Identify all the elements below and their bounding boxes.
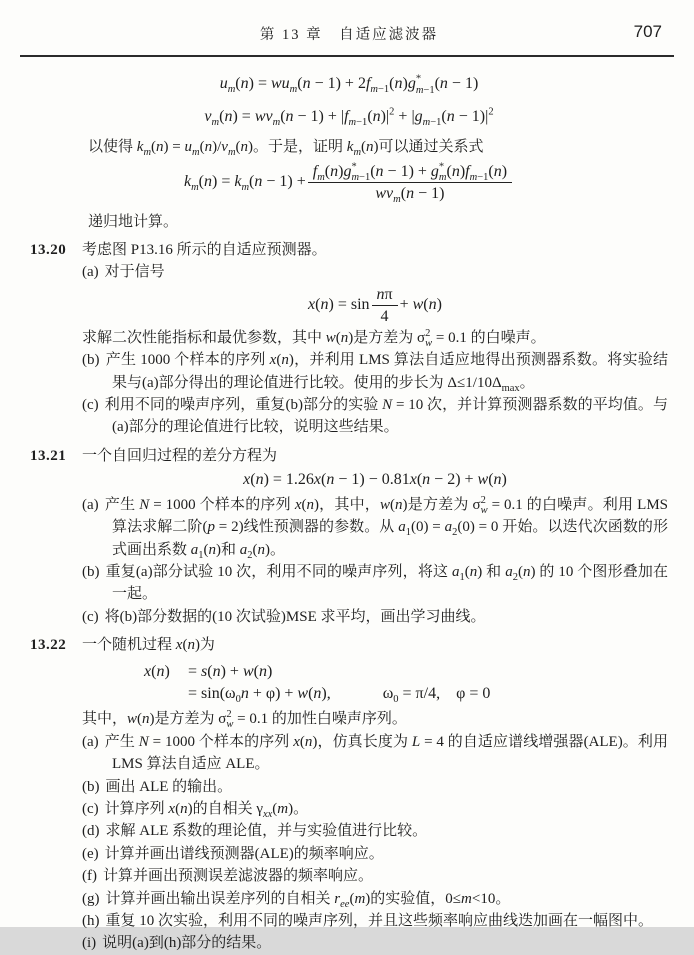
problem-13-22 bbox=[30, 634, 668, 955]
item-marker: (g) bbox=[82, 890, 100, 907]
item-marker: (i) bbox=[82, 935, 97, 952]
problem-13-20 bbox=[30, 239, 668, 439]
problem-13-21-intro: 一个自回归过程的差分方程为 bbox=[82, 447, 278, 464]
item-text: 计算并画出输出误差序列的自相关 $r_{ee}(m)$的实验值，0≤m<10。 bbox=[105, 890, 511, 910]
problem-13-20-solve-text: 求解二次性能指标和最优参数，其中 w(n)是方差为 $\sigma^2_w = 0.1$ 的白噪声。 bbox=[82, 327, 546, 349]
problem-13-20-item-c bbox=[82, 394, 668, 439]
equation-lhs: x(n) bbox=[144, 662, 170, 680]
equation-xn-rhs: + w(n) bbox=[399, 296, 442, 314]
item-text: 重复 10 次实验，利用不同的噪声序列，并且这些频率响应曲线迭加画在一幅图中。 bbox=[105, 913, 654, 929]
problem-13-22-item-b bbox=[82, 776, 668, 798]
problem-13-22-where-text: 其中，w(n)是方差为 $\sigma^2_w = 0.1$ 的加性白噪声序列。 bbox=[82, 709, 407, 731]
paragraph-recursive: 递归地计算。 bbox=[88, 213, 179, 230]
item-marker: (h) bbox=[82, 913, 100, 929]
problem-13-22-number: 13.22 bbox=[30, 637, 67, 654]
problem-13-20-body bbox=[82, 239, 668, 439]
equation-row-2 bbox=[144, 683, 668, 705]
problem-13-21-body bbox=[82, 445, 668, 628]
problem-13-22-item-f bbox=[82, 865, 668, 887]
equation-xn-denominator: 4 bbox=[372, 305, 398, 326]
problem-13-21-number: 13.21 bbox=[30, 447, 67, 464]
problem-13-22-item-a bbox=[82, 731, 668, 776]
problem-13-21-item-a bbox=[82, 494, 668, 561]
equation-xn-lhs: x(n) = sin bbox=[308, 296, 370, 314]
item-text: 计算并画出预测误差滤波器的频率响应。 bbox=[103, 868, 374, 885]
item-text: 利用不同的噪声序列，重复(b)部分的实验 N = 10 次，并计算预测器系数的平均值。与(a)部分的理论值进行比较，说明这些结果。 bbox=[104, 397, 668, 436]
equation-km-denominator: $wv_m(n - 1)$ bbox=[308, 182, 512, 203]
equation-xn-sin bbox=[82, 285, 668, 326]
problem-13-22-item-i bbox=[82, 932, 668, 954]
problem-13-20-number: 13.20 bbox=[30, 242, 67, 259]
item-text: 画出 ALE 的输出。 bbox=[105, 778, 233, 795]
item-marker: (c) bbox=[82, 608, 99, 625]
item-text: 说明(a)到(h)部分的结果。 bbox=[102, 935, 272, 952]
equation-rhs-2: = $\sin(\omega_0n + \varphi) + w(n)$, bbox=[188, 684, 331, 706]
chapter-title: 第 13 章 自适应滤波器 bbox=[259, 27, 439, 43]
equation-rhs-1: = s(n) + w(n) bbox=[188, 662, 273, 680]
item-marker: (c) bbox=[82, 397, 99, 414]
equation-km-fraction bbox=[308, 162, 512, 203]
equation-um: $u_m(n) = wu_m(n - 1) + 2f_{m-1}(n)g^*_{m-1}(n - 1)$ bbox=[219, 74, 479, 96]
item-marker: (b) bbox=[82, 352, 100, 369]
problem-13-20-item-b bbox=[82, 349, 668, 394]
problem-13-22-intro: 一个随机过程 x(n)为 bbox=[82, 637, 215, 654]
item-marker: (a) bbox=[82, 264, 99, 281]
item-text: 产生 N = 1000 个样本的序列 x(n)，仿真长度为 L = 4 的自适应谱线增强器(ALE)。利用 LMS 算法自适应 ALE。 bbox=[104, 733, 668, 773]
item-marker: (a) bbox=[82, 733, 99, 750]
equation-ar-process: x(n) = 1.26x(n − 1) − 0.81x(n − 2) + w(n) bbox=[243, 471, 507, 489]
item-marker: (b) bbox=[82, 778, 100, 795]
item-text: 计算并画出谱线预测器(ALE)的频率响应。 bbox=[104, 845, 384, 862]
problem-13-20-intro: 考虑图 P13.16 所示的自适应预测器。 bbox=[82, 242, 327, 259]
item-marker: (b) bbox=[82, 563, 100, 580]
equation-conditions: $\omega_0 = \pi/4$, φ = 0 bbox=[382, 684, 491, 706]
paragraph-km-intro: 以使得 $k_m(n) = u_m(n)/v_m(n)$。于是，证明 $k_m(n)$可以通过关系式 bbox=[88, 139, 484, 159]
problem-13-21 bbox=[30, 445, 668, 628]
header-rule bbox=[20, 55, 674, 57]
item-text: 产生 N = 1000 个样本的序列 x(n)，其中，w(n)是方差为 $\sigma^2_w = 0.1$ 的白噪声。利用 LMS 算法求解二阶(p = 2)线性预测器的参数。从 $a_1(0) = a_2(0) = 0$ 开始。以迭代次函数的形式画出系数 $a_1(n)$和 $a_2(n)$。 bbox=[104, 494, 669, 561]
problem-13-22-item-c bbox=[82, 798, 668, 820]
problem-13-22-item-d bbox=[82, 820, 668, 842]
item-marker: (c) bbox=[82, 800, 99, 817]
item-text: 对于信号 bbox=[104, 264, 165, 281]
item-text: 产生 1000 个样本的序列 x(n)，并利用 LMS 算法自适应地得出预测器系数。将实验结果与(a)部分得出的理论值进行比较。使用的步长为 $\Delta\le 1/10\Delta_{max}$。 bbox=[105, 352, 668, 394]
equation-row-1 bbox=[144, 661, 668, 683]
problem-13-21-item-c bbox=[82, 606, 668, 628]
item-text: 求解 ALE 系数的理论值，并与实验值进行比较。 bbox=[105, 823, 428, 840]
problem-13-22-item-e bbox=[82, 843, 668, 865]
item-marker: (e) bbox=[82, 845, 99, 862]
item-marker: (f) bbox=[82, 868, 97, 885]
equation-km-numerator: $f_m(n)g^*_{m-1}(n - 1) + g^*_m(n)f_{m-1}(n)$ bbox=[312, 161, 508, 183]
equation-random-process bbox=[144, 661, 668, 706]
page-number: 707 bbox=[633, 22, 662, 41]
item-text: 重复(a)部分试验 10 次，利用不同的噪声序列，将这 $a_1(n)$ 和 $a_2(n)$ 的 10 个图形叠加在一起。 bbox=[105, 563, 668, 603]
item-text: 将(b)部分数据的(10 次试验)MSE 求平均，画出学习曲线。 bbox=[104, 608, 486, 625]
equation-xn-fraction bbox=[372, 285, 398, 326]
item-marker: (d) bbox=[82, 823, 100, 840]
problem-13-20-item-a bbox=[82, 261, 668, 283]
problem-13-22-item-h bbox=[82, 910, 668, 932]
page-header bbox=[30, 24, 668, 46]
item-marker: (a) bbox=[82, 496, 99, 513]
item-text: 计算序列 x(n)的自相关 $\gamma_{xx}(m)$。 bbox=[104, 800, 309, 820]
equation-vm: $v_m(n) = wv_m(n - 1) + |f_{m-1}(n)|^2 + |g_{m-1}(n - 1)|^2$ bbox=[204, 106, 494, 128]
equation-km bbox=[30, 162, 668, 203]
problem-13-22-body bbox=[82, 634, 668, 955]
problem-13-22-item-g bbox=[82, 888, 668, 910]
equation-km-lhs: $k_m(n) = k_m(n - 1)$ + bbox=[183, 172, 306, 194]
equation-xn-numerator: nπ bbox=[376, 285, 393, 303]
problem-13-21-item-b bbox=[82, 561, 668, 606]
